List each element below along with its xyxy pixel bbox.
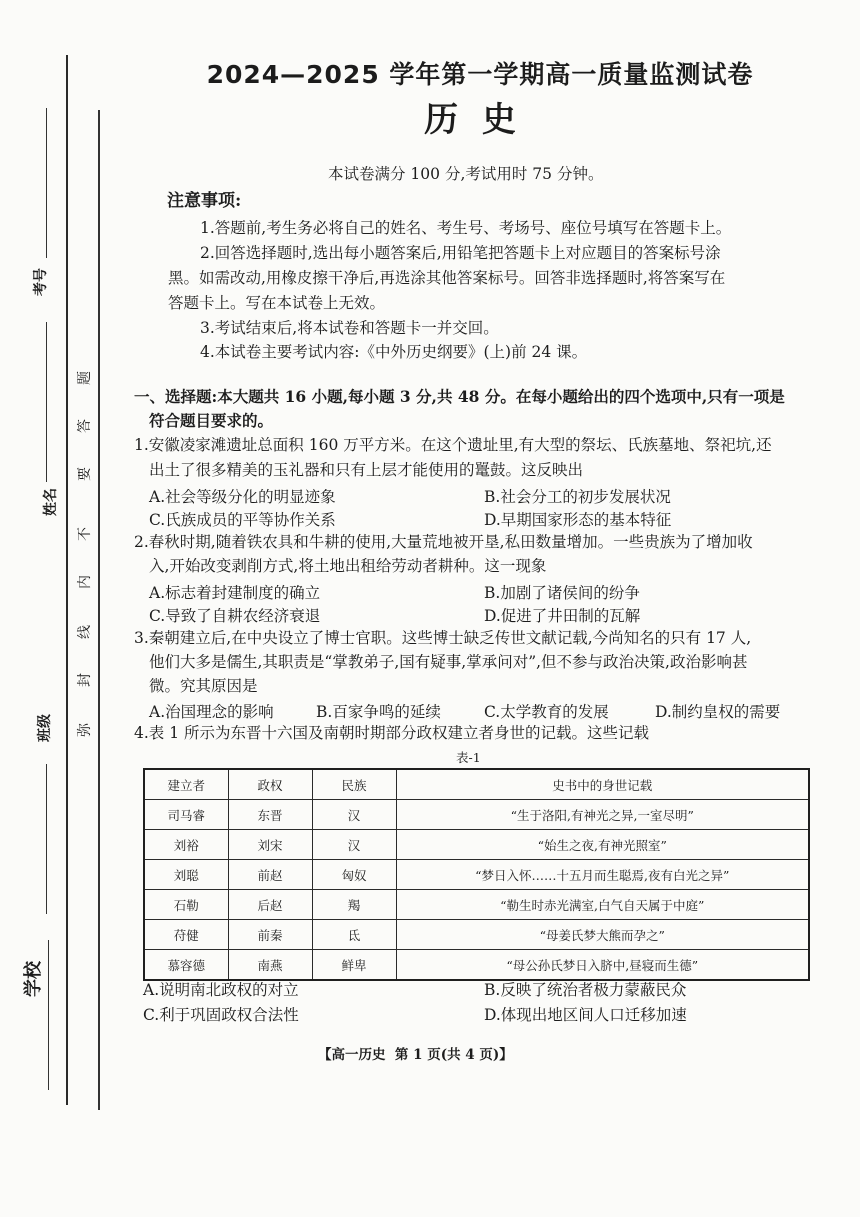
table-cell: 羯: [312, 890, 396, 920]
option-d: D.体现出地区间人口迁移加速: [484, 1006, 687, 1024]
option-c: C.氏族成员的平等协作关系: [149, 511, 336, 529]
option-d: D.促进了井田制的瓦解: [484, 607, 641, 625]
table-cell: 刘宋: [228, 830, 312, 860]
seal-char: 答: [77, 419, 93, 433]
table-caption: 表-1: [456, 750, 481, 765]
note-line: 黑。如需改动,用橡皮擦干净后,再选涂其他答案标号。回答非选择题时,将答案写在: [168, 269, 726, 287]
seal-char: 线: [77, 625, 93, 639]
section-heading-cont: 符合题目要求的。: [149, 411, 274, 430]
option-b: B.反映了统治者极力蒙蔽民众: [484, 981, 687, 999]
table-cell: 汉: [312, 830, 396, 860]
score-time-info: 本试卷满分 100 分,考试用时 75 分钟。: [328, 165, 604, 183]
option-b: B.社会分工的初步发展状况: [484, 488, 671, 506]
question-stem: 入,开始改变剥削方式,将土地出租给劳动者耕种。这一现象: [149, 557, 547, 575]
question-stem: 微。究其原因是: [149, 677, 258, 695]
table-row: [144, 890, 809, 920]
option-a: A.说明南北政权的对立: [143, 981, 299, 999]
history-table: [143, 768, 810, 981]
table-header-cell: 史书中的身世记载: [396, 769, 809, 800]
option-a: A.标志着封建制度的确立: [149, 584, 321, 602]
seal-char: 内: [77, 575, 93, 589]
table-cell: 鲜卑: [312, 950, 396, 981]
question-stem: 1.安徽凌家滩遗址总面积 160 万平方米。在这个遗址里,有大型的祭坛、氏族墓地、祭祀坑,还: [134, 436, 772, 454]
table-header-cell: 建立者: [144, 769, 228, 800]
note-line: 2.回答选择题时,选出每小题答案后,用铅笔把答题卡上对应题目的答案标号涂: [200, 244, 721, 262]
exam-no-label: 考号: [33, 268, 49, 296]
option-b: B.百家争鸣的延续: [316, 703, 441, 721]
name-label: 姓名: [43, 488, 59, 516]
page-footer: 【高一历史 第 1 页(共 4 页)】: [318, 1047, 513, 1063]
table-cell: 前秦: [228, 920, 312, 950]
school-label: 学校: [23, 961, 44, 997]
table-row: [144, 830, 809, 860]
seal-char: 弥: [77, 723, 93, 737]
notes-title: 注意事项:: [167, 191, 242, 211]
table-row: [144, 860, 809, 890]
option-c: C.导致了自耕农经济衰退: [149, 607, 321, 625]
option-a: A.治国理念的影响: [149, 703, 274, 721]
note-line: 4.本试卷主要考试内容:《中外历史纲要》(上)前 24 课。: [200, 343, 588, 361]
table-cell: 南燕: [228, 950, 312, 981]
option-c: C.太学教育的发展: [484, 703, 609, 721]
table-cell: “勒生时赤光满室,白气自天属于中庭”: [396, 890, 809, 920]
table-row: [144, 920, 809, 950]
table-cell: 刘裕: [144, 830, 228, 860]
option-d: D.制约皇权的需要: [655, 703, 781, 721]
question-stem: 4.表 1 所示为东晋十六国及南朝时期部分政权建立者身世的记载。这些记载: [134, 724, 650, 742]
note-line: 答题卡上。写在本试卷上无效。: [168, 294, 386, 312]
table-cell: “母公孙氏梦日入脐中,昼寝而生德”: [396, 950, 809, 981]
table-cell: 后赵: [228, 890, 312, 920]
table-cell: 慕容德: [144, 950, 228, 981]
section-heading: 一、选择题:本大题共 16 小题,每小题 3 分,共 48 分。在每小题给出的四个选项中,只有一项是: [134, 387, 785, 406]
table-cell: “生于洛阳,有神光之异,一室尽明”: [396, 800, 809, 830]
table-row: [144, 950, 809, 981]
table-cell: 前赵: [228, 860, 312, 890]
table-cell: 汉: [312, 800, 396, 830]
question-stem: 3.秦朝建立后,在中央设立了博士官职。这些博士缺乏传世文献记载,今尚知名的只有 17 人,: [134, 629, 752, 647]
option-c: C.利于巩固政权合法性: [143, 1006, 299, 1024]
note-line: 1.答题前,考生务必将自己的姓名、考生号、考场号、座位号填写在答题卡上。: [200, 219, 732, 237]
table-header-cell: 政权: [228, 769, 312, 800]
table-cell: “梦日入怀……十五月而生聪焉,夜有白光之异”: [396, 860, 809, 890]
table-cell: 氐: [312, 920, 396, 950]
option-b: B.加剧了诸侯间的纷争: [484, 584, 640, 602]
seal-char: 题: [77, 371, 93, 385]
seal-char: 不: [77, 527, 93, 541]
question-stem: 2.春秋时期,随着铁农具和牛耕的使用,大量荒地被开垦,私田数量增加。一些贵族为了增加收: [134, 533, 753, 551]
table-row: [144, 800, 809, 830]
table-cell: 石勒: [144, 890, 228, 920]
note-line: 3.考试结束后,将本试卷和答题卡一并交回。: [200, 319, 499, 337]
seal-char: 封: [77, 673, 93, 687]
table-cell: “始生之夜,有神光照室”: [396, 830, 809, 860]
table-cell: 刘聪: [144, 860, 228, 890]
table-header-row: [144, 769, 809, 800]
question-stem: 出土了很多精美的玉礼器和只有上层才能使用的鼍鼓。这反映出: [149, 461, 584, 479]
table-cell: 东晋: [228, 800, 312, 830]
option-a: A.社会等级分化的明显迹象: [149, 488, 336, 506]
class-label: 班级: [37, 714, 53, 742]
option-d: D.早期国家形态的基本特征: [484, 511, 672, 529]
seal-char: 要: [77, 467, 93, 481]
table-cell: 司马睿: [144, 800, 228, 830]
exam-title: 2024—2025 学年第一学期高一质量监测试卷: [206, 60, 754, 89]
table-cell: “母姜氏梦大熊而孕之”: [396, 920, 809, 950]
table-header-cell: 民族: [312, 769, 396, 800]
subject-title: 历 史: [424, 100, 516, 140]
table-cell: 苻健: [144, 920, 228, 950]
question-stem: 他们大多是儒生,其职责是“掌教弟子,国有疑事,掌承问对”,但不参与政治决策,政治影响甚: [149, 653, 748, 671]
table-cell: 匈奴: [312, 860, 396, 890]
